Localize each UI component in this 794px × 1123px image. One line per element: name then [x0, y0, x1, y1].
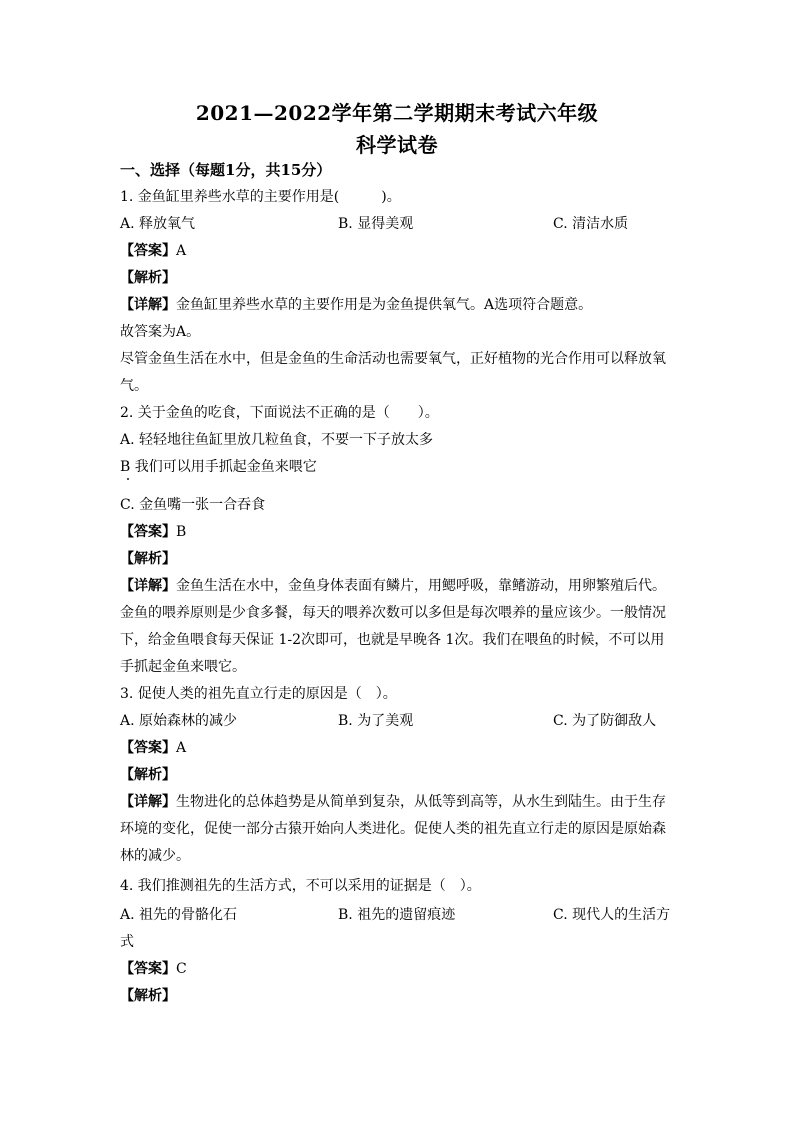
detail-label: 【详解】	[120, 794, 176, 810]
detail-label: 【详解】	[120, 578, 176, 594]
question-4-stem: 4. 我们推测祖先的生活方式，不可以采用的证据是（ ）。	[120, 878, 481, 894]
question-3-stem: 3. 促使人类的祖先直立行走的原因是（ ）。	[120, 686, 397, 702]
question-3-explanation-line: 环境的变化，促使一部分古猿开始向人类进化。促使人类的祖先直立行走的原因是原始森	[120, 821, 666, 837]
question-3-explanation-line: 林的减少。	[120, 848, 190, 864]
question-2-stem: 2. 关于金鱼的吃食，下面说法不正确的是（ ）。	[120, 405, 439, 421]
answer-label: 【答案】	[120, 740, 176, 756]
question-4-option-c-wrap: 式	[120, 934, 134, 950]
section-heading: 一、选择（每题1分，共15分）	[120, 161, 332, 179]
question-2-answer	[120, 522, 680, 542]
answer-label: 【答案】	[120, 961, 176, 977]
question-3-analysis-label: 【解析】	[120, 767, 176, 783]
question-1-stem: 1. 金鱼缸里养些水草的主要作用是( )。	[120, 189, 401, 205]
question-3-option-a: A. 原始森林的减少	[120, 713, 238, 729]
question-4-option-b: B. 祖先的遗留痕迹	[338, 907, 456, 923]
question-4-option-a: A. 祖先的骨骼化石	[120, 907, 238, 923]
question-2-option-a: A. 轻轻地往鱼缸里放几粒鱼食，不要一下子放太多	[120, 432, 434, 448]
question-2-explanation-line: 金鱼的喂养原则是少食多餐，每天的喂养次数可以多但是每次喂养的量应该少。一般情况	[120, 605, 666, 621]
question-1-explanation-line: 尽管金鱼生活在水中，但是金鱼的生命活动也需要氧气，正好植物的光合作用可以释放氧	[120, 351, 666, 367]
answer-label: 【答案】	[120, 243, 176, 259]
question-2-option-b: B 我们可以用手抓起金鱼来喂它	[120, 459, 317, 475]
question-1-answer	[120, 241, 680, 261]
question-1-analysis-label: 【解析】	[120, 270, 176, 286]
answer-value: C	[176, 961, 187, 977]
question-2-detail	[120, 576, 680, 596]
question-1-option-a: A. 释放氧气	[120, 216, 196, 232]
question-1-detail	[120, 295, 680, 315]
exam-title: 2021—2022学年第二学期期末考试六年级	[195, 101, 599, 125]
detail-label: 【详解】	[120, 297, 176, 313]
question-1-explanation-line: 气。	[120, 378, 148, 394]
detail-text: 金鱼生活在水中，金鱼身体表面有鳞片，用鳃呼吸，靠鳍游动，用卵繁殖后代。	[176, 578, 666, 594]
stray-dot	[127, 478, 129, 480]
answer-label: 【答案】	[120, 524, 176, 540]
question-3-option-c: C. 为了防御敌人	[553, 713, 657, 729]
question-2-analysis-label: 【解析】	[120, 551, 176, 567]
question-4-option-c: C. 现代人的生活方	[553, 907, 671, 923]
question-1-option-b: B. 显得美观	[338, 216, 414, 232]
question-2-explanation-line: 下，给金鱼喂食每天保证 1-2次即可，也就是早晚各 1次。我们在喂鱼的时候，不可以用	[120, 632, 665, 648]
question-2-option-c: C. 金鱼嘴一张一合吞食	[120, 497, 266, 513]
question-3-option-b: B. 为了美观	[338, 713, 414, 729]
answer-value: A	[176, 740, 187, 756]
question-2-explanation-line: 手抓起金鱼来喂它。	[120, 659, 246, 675]
detail-text: 金鱼缸里养些水草的主要作用是为金鱼提供氧气。A选项符合题意。	[176, 297, 593, 313]
question-1-explanation-line: 故答案为A。	[120, 324, 201, 340]
answer-value: B	[176, 524, 187, 540]
answer-value: A	[176, 243, 187, 259]
question-4-analysis-label: 【解析】	[120, 988, 176, 1004]
question-3-answer	[120, 738, 680, 758]
question-4-answer	[120, 959, 680, 979]
exam-subtitle: 科学试卷	[356, 133, 438, 157]
question-3-detail	[120, 792, 680, 812]
question-1-option-c: C. 清洁水质	[553, 216, 629, 232]
detail-text: 生物进化的总体趋势是从简单到复杂，从低等到高等，从水生到陆生。由于生存	[176, 794, 666, 810]
